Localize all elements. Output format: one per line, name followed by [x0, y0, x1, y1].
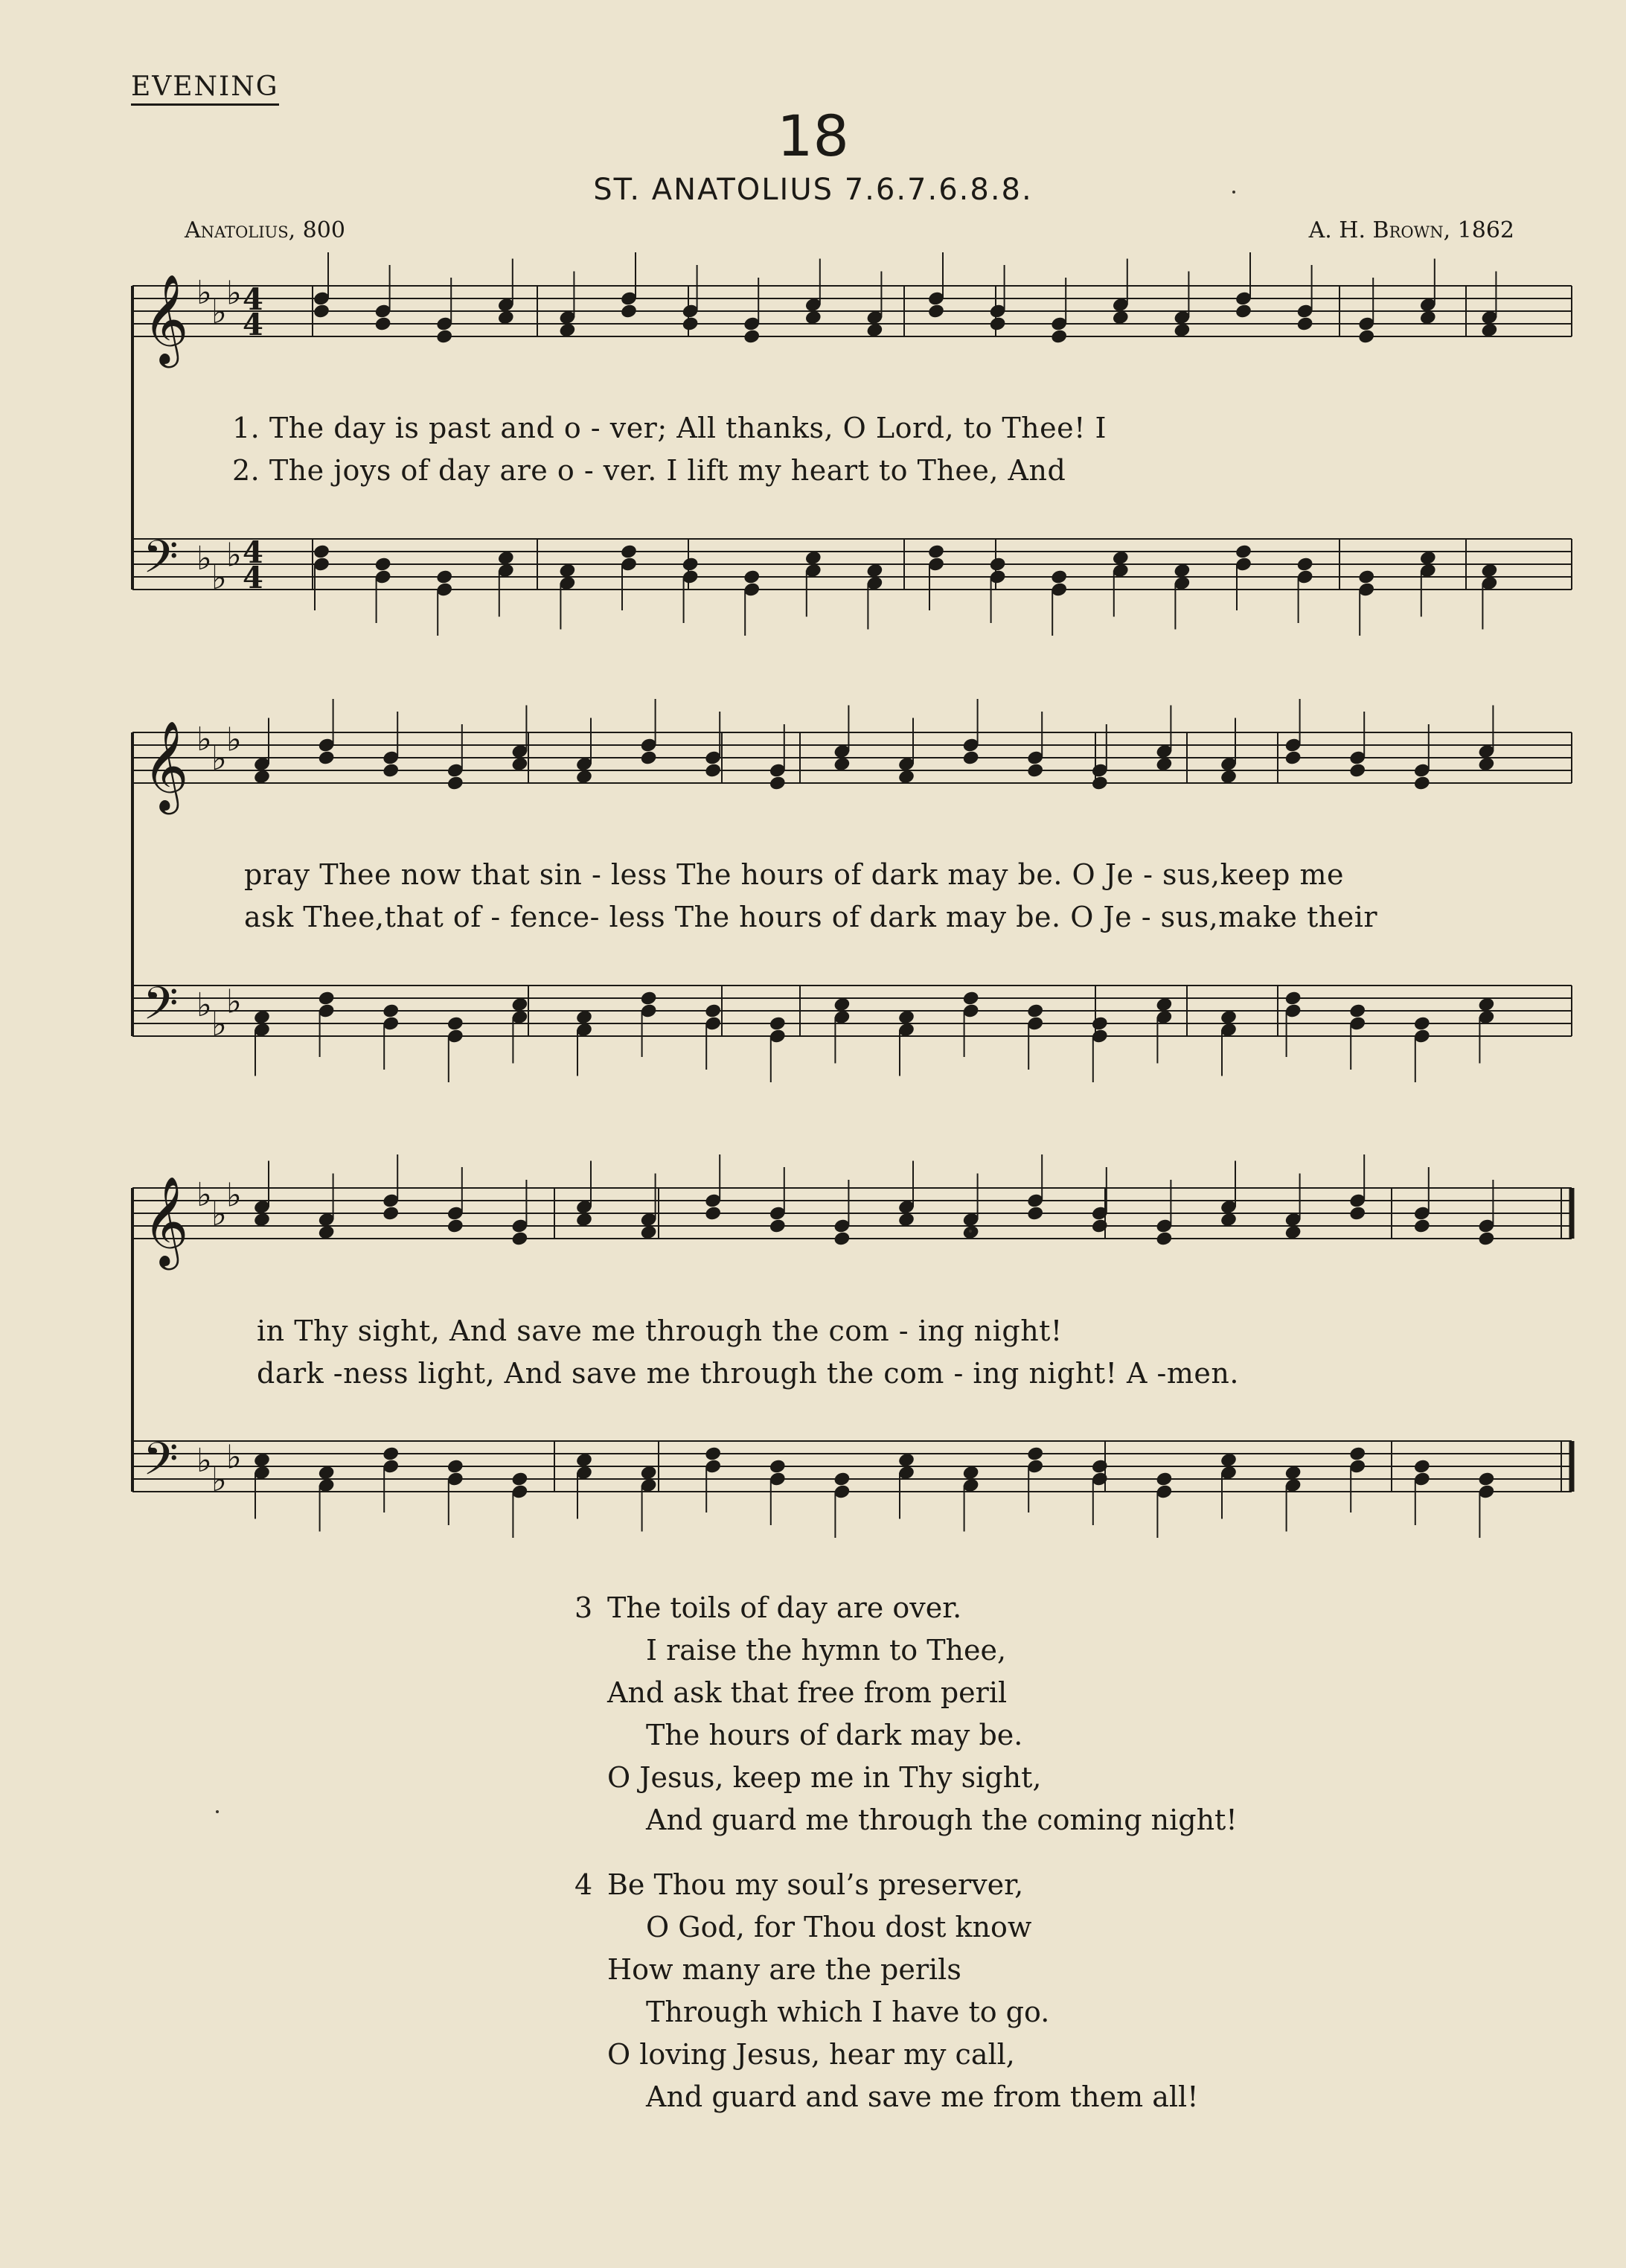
- paper-speck: [1232, 191, 1235, 194]
- notehead: [317, 990, 335, 1006]
- flat-icon: ♭: [226, 1438, 242, 1477]
- notehead: [1477, 1230, 1495, 1247]
- notehead: [1357, 569, 1375, 585]
- notehead: [1477, 1471, 1495, 1487]
- notehead: [1050, 569, 1068, 585]
- lyrics-system-2-verse-2: ask Thee,that of - fence- less The hours of dark may be. O Je - sus,make their: [244, 901, 1378, 933]
- notehead: [620, 543, 638, 560]
- notehead: [446, 775, 464, 791]
- notehead: [510, 1471, 528, 1487]
- notehead: [743, 569, 761, 585]
- notehead: [1235, 303, 1252, 319]
- notehead: [1235, 543, 1252, 560]
- notehead: [382, 1446, 400, 1462]
- bass-clef-icon: 𝄢: [143, 1433, 179, 1497]
- verse-4: [574, 1864, 1199, 2118]
- notehead: [382, 1003, 400, 1019]
- notehead: [769, 1458, 787, 1475]
- notehead: [988, 556, 1006, 572]
- time-signature-digit: 4: [243, 560, 263, 595]
- notehead: [1296, 316, 1313, 332]
- flat-icon: ♭: [196, 721, 212, 758]
- notehead: [1284, 990, 1302, 1006]
- notehead: [1091, 1218, 1109, 1234]
- paper-speck: [969, 1230, 972, 1233]
- notehead: [382, 762, 400, 779]
- notehead: [681, 316, 699, 332]
- verse-line: O Jesus, keep me in Thy sight,: [607, 1761, 1042, 1794]
- notehead: [446, 1015, 464, 1032]
- notehead: [1413, 1458, 1431, 1475]
- notehead: [1348, 1205, 1366, 1221]
- notehead: [1091, 1458, 1109, 1475]
- notehead: [1026, 1446, 1044, 1462]
- notehead: [446, 1218, 464, 1234]
- notehead: [704, 1446, 722, 1462]
- notehead: [620, 303, 638, 319]
- notehead: [1026, 762, 1044, 779]
- notehead: [681, 556, 699, 572]
- notehead: [313, 303, 330, 319]
- flat-icon: ♭: [226, 274, 242, 313]
- notehead: [704, 1003, 722, 1019]
- notehead: [1284, 750, 1302, 766]
- notehead: [1155, 1471, 1173, 1487]
- notehead: [1091, 1015, 1109, 1032]
- notehead: [1348, 1446, 1366, 1462]
- composer-attribution: A. H. Brown, 1862: [1308, 217, 1514, 243]
- flat-icon: ♭: [226, 536, 242, 575]
- verse-number: 4: [574, 1868, 593, 1901]
- notehead: [1413, 1218, 1431, 1234]
- notehead: [927, 543, 945, 560]
- notehead: [1413, 775, 1431, 791]
- lyrics-system-2-verse-1: pray Thee now that sin - less The hours of dark may be. O Je - sus,keep me: [244, 858, 1344, 891]
- notehead: [961, 750, 979, 766]
- verse-line: And ask that free from peril: [607, 1676, 1008, 1709]
- flat-icon: ♭: [196, 540, 212, 578]
- paper-speck: [216, 1810, 219, 1813]
- flat-icon: ♭: [211, 559, 227, 597]
- treble-clef-icon: 𝄞: [143, 273, 189, 364]
- flat-icon: ♭: [211, 293, 227, 331]
- notehead: [769, 1218, 787, 1234]
- time-signature-digit: 4: [243, 307, 263, 342]
- lyrics-system-1-verse-1: 1. The day is past and o - ver; All thanks, O Lord, to Thee! I: [232, 412, 1107, 444]
- notehead: [639, 750, 657, 766]
- notehead: [704, 1205, 722, 1221]
- time-signature-digit: 4: [243, 282, 263, 317]
- treble-clef-icon: 𝄞: [143, 720, 189, 811]
- bass-clef-icon: 𝄢: [143, 977, 179, 1041]
- verse-line: The hours of dark may be.: [646, 1719, 1023, 1751]
- flat-icon: ♭: [211, 1195, 227, 1233]
- notehead: [313, 543, 330, 560]
- verse-line: O God, for Thou dost know: [646, 1911, 1032, 1943]
- bass-clef-icon: 𝄢: [143, 531, 179, 595]
- notehead: [988, 316, 1006, 332]
- notehead: [1155, 1230, 1173, 1247]
- flat-icon: ♭: [226, 721, 242, 759]
- verse-line: Be Thou my soul’s preserver,: [607, 1868, 1024, 1901]
- notehead: [833, 1471, 851, 1487]
- verse-number: 3: [574, 1591, 593, 1624]
- flat-icon: ♭: [211, 1461, 227, 1499]
- notehead: [704, 762, 722, 779]
- verse-line: O loving Jesus, hear my call,: [607, 2038, 1015, 2071]
- notehead: [1296, 556, 1313, 572]
- notehead: [833, 1230, 851, 1247]
- flat-icon: ♭: [211, 1006, 227, 1044]
- flat-icon: ♭: [226, 1176, 242, 1215]
- notehead: [1348, 762, 1366, 779]
- notehead: [961, 990, 979, 1006]
- hymn-number: 18: [777, 103, 849, 169]
- notehead: [639, 990, 657, 1006]
- notehead: [1091, 775, 1109, 791]
- notehead: [769, 1015, 787, 1032]
- notehead: [435, 569, 453, 585]
- tune-name-meter: ST. ANATOLIUS 7.6.7.6.8.8.: [593, 173, 1033, 207]
- notehead: [1357, 328, 1375, 345]
- notehead: [435, 328, 453, 345]
- flat-icon: ♭: [211, 740, 227, 778]
- notehead: [374, 316, 391, 332]
- lyrics-system-1-verse-2: 2. The joys of day are o - ver. I lift my heart to Thee, And: [232, 454, 1066, 487]
- notehead: [1050, 328, 1068, 345]
- notehead: [1348, 1003, 1366, 1019]
- notehead: [446, 1458, 464, 1475]
- notehead: [1026, 1003, 1044, 1019]
- time-signature-digit: 4: [243, 535, 263, 570]
- flat-icon: ♭: [196, 1176, 212, 1214]
- notehead: [510, 1230, 528, 1247]
- flat-icon: ♭: [196, 986, 212, 1024]
- treble-clef-icon: 𝄞: [143, 1175, 189, 1266]
- notehead: [743, 328, 761, 345]
- author-attribution: Anatolius, 800: [185, 217, 345, 243]
- lyrics-system-3-verse-1: in Thy sight, And save me through the com - ing night!: [257, 1315, 1063, 1347]
- notehead: [1026, 1205, 1044, 1221]
- notehead: [382, 1205, 400, 1221]
- verse-line: I raise the hymn to Thee,: [646, 1634, 1007, 1667]
- notehead: [374, 556, 391, 572]
- notehead: [769, 775, 787, 791]
- section-label: EVENING: [131, 71, 279, 106]
- notehead: [927, 303, 945, 319]
- verse-line: The toils of day are over.: [607, 1591, 962, 1624]
- lyrics-system-3-verse-2: dark -ness light, And save me through the com - ing night! A -men.: [257, 1357, 1239, 1390]
- verse-line: And guard and save me from them all!: [646, 2080, 1199, 2113]
- notehead: [317, 750, 335, 766]
- flat-icon: ♭: [196, 274, 212, 312]
- verse-3: [574, 1587, 1238, 1841]
- verse-line: And guard me through the coming night!: [646, 1804, 1238, 1836]
- verse-line: Through which I have to go.: [646, 1996, 1050, 2028]
- flat-icon: ♭: [226, 983, 242, 1021]
- notehead: [1413, 1015, 1431, 1032]
- verse-line: How many are the perils: [607, 1953, 961, 1986]
- flat-icon: ♭: [196, 1442, 212, 1480]
